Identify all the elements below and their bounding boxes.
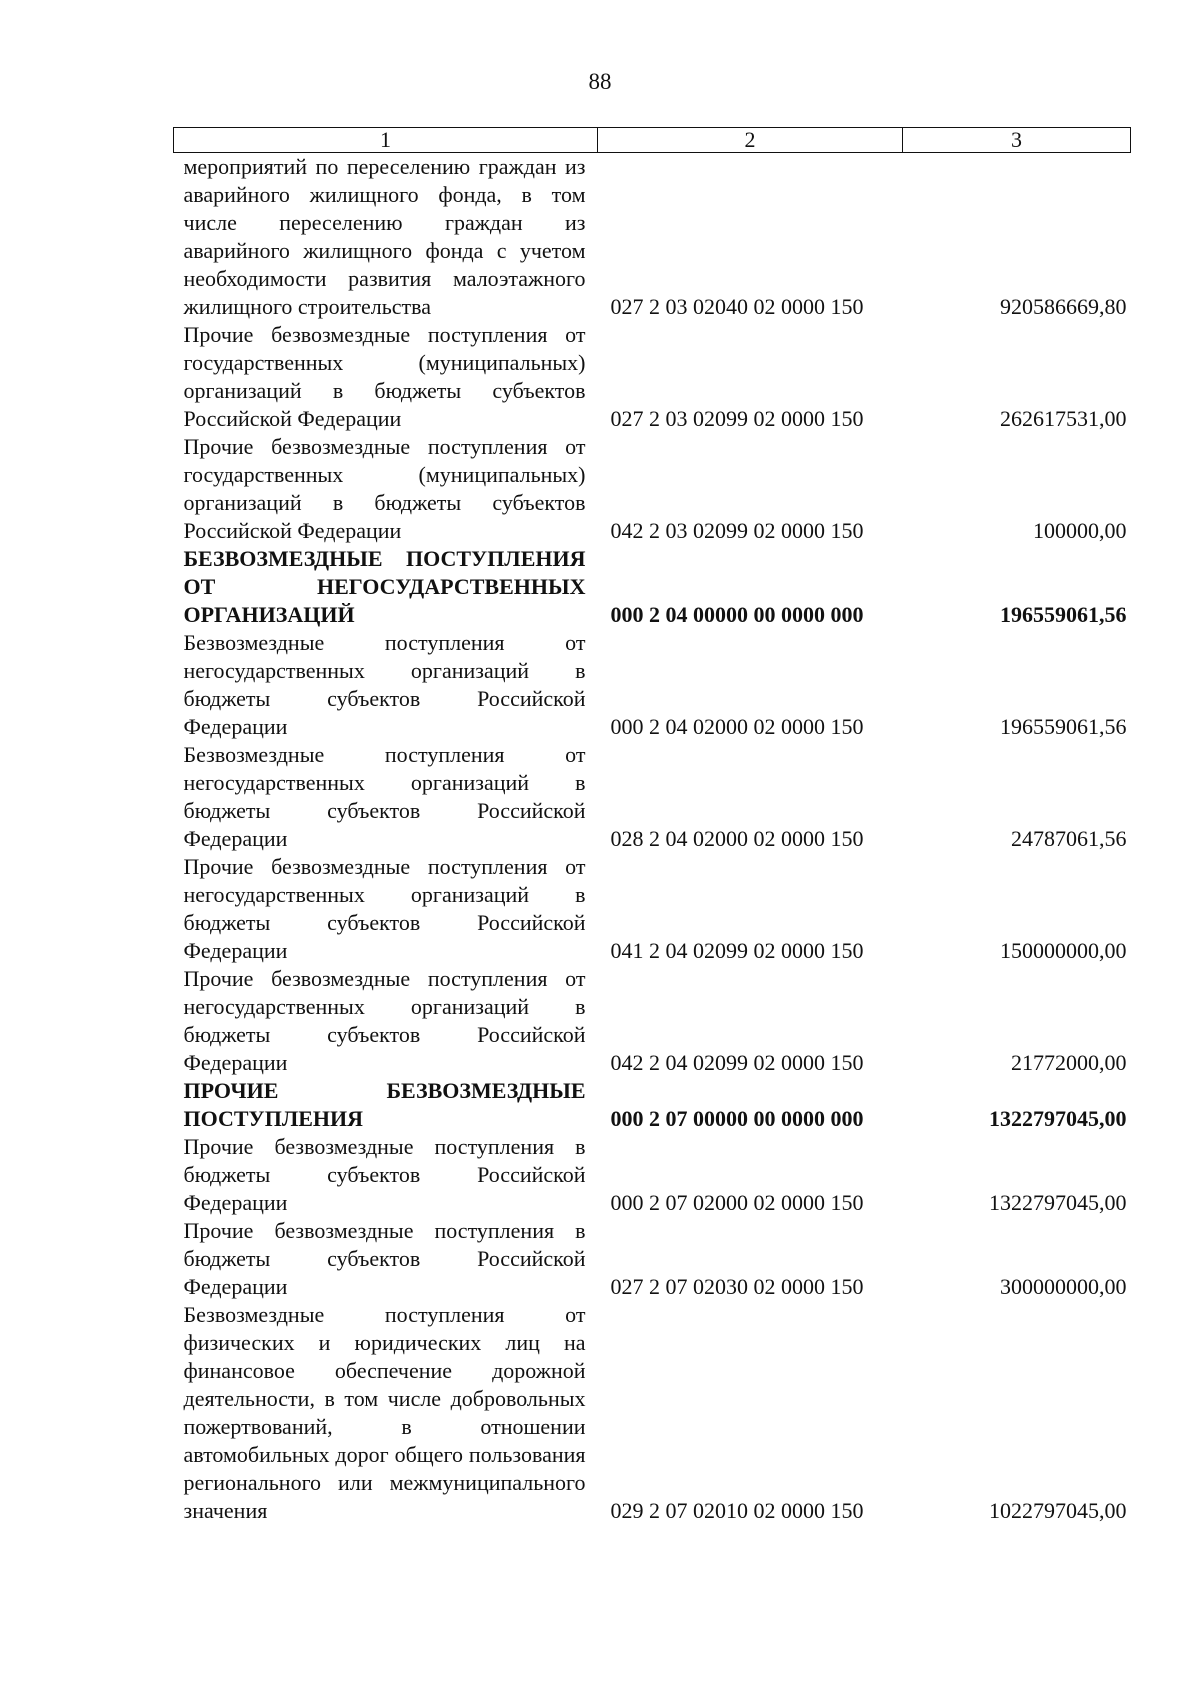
column-header-code: 2 <box>598 128 903 153</box>
row-name: Прочие безвозмездные поступления от негосударственных организаций в бюджеты субъектов Российской Федерации <box>183 966 586 1075</box>
row-name: Безвозмездные поступления от негосударственных организаций в бюджеты субъектов Российской Федерации <box>183 630 586 739</box>
column-header-sum: 3 <box>903 128 1131 153</box>
row-name: мероприятий по переселению граждан из аварийного жилищного фонда, в том числе переселению граждан из аварийного жилищного фонда с учетом необходимости развития малоэтажного жилищного строительства <box>183 154 586 319</box>
table-header <box>174 128 1131 153</box>
row-name: Безвозмездные поступления от физических и юридических лиц на финансовое обеспечение дорожной деятельности, в том числе добровольных пожертвований, в отношении автомобильных дорог общего пользования регионального или межмуниципального значения <box>183 1302 586 1523</box>
row-name: Прочие безвозмездные поступления от государственных (муниципальных) организаций в бюджеты субъектов Российской Федерации <box>183 434 586 543</box>
row-name: Прочие безвозмездные поступления в бюджеты субъектов Российской Федерации <box>183 1134 586 1215</box>
table-row <box>174 153 1131 322</box>
row-code: 000 2 04 00000 00 0000 000 <box>610 602 864 627</box>
row-sum: 1022797045,00 <box>989 1498 1127 1523</box>
row-sum: 262617531,00 <box>1000 406 1127 431</box>
table-row <box>174 1301 1131 1525</box>
row-sum: 300000000,00 <box>1000 1274 1127 1299</box>
column-header-name: 1 <box>174 128 598 153</box>
row-sum: 24787061,56 <box>1011 826 1127 851</box>
row-code: 027 2 03 02099 02 0000 150 <box>610 406 864 431</box>
table-row <box>174 321 1131 433</box>
row-sum: 196559061,56 <box>1000 714 1127 739</box>
row-code: 041 2 04 02099 02 0000 150 <box>610 938 864 963</box>
row-name: Прочие безвозмездные поступления от негосударственных организаций в бюджеты субъектов Российской Федерации <box>183 854 586 963</box>
row-name: Безвозмездные поступления от негосударственных организаций в бюджеты субъектов Российской Федерации <box>183 742 586 851</box>
row-name: Прочие безвозмездные поступления от государственных (муниципальных) организаций в бюджеты субъектов Российской Федерации <box>183 322 586 431</box>
table-row-section <box>174 1077 1131 1133</box>
row-sum: 1322797045,00 <box>989 1106 1127 1131</box>
row-code: 042 2 04 02099 02 0000 150 <box>610 1050 864 1075</box>
table-header-row <box>174 128 1131 153</box>
row-sum: 196559061,56 <box>1000 602 1127 627</box>
row-code: 028 2 04 02000 02 0000 150 <box>610 826 864 851</box>
row-sum: 21772000,00 <box>1011 1050 1127 1075</box>
row-code: 000 2 04 02000 02 0000 150 <box>610 714 864 739</box>
row-name: БЕЗВОЗМЕЗДНЫЕ ПОСТУПЛЕНИЯ ОТ НЕГОСУДАРСТВЕННЫХ ОРГАНИЗАЦИЙ <box>183 546 586 627</box>
table-row <box>174 1217 1131 1301</box>
table-row <box>174 965 1131 1077</box>
table-row-section <box>174 545 1131 629</box>
table-body <box>174 153 1131 1526</box>
table-row <box>174 629 1131 741</box>
table-row <box>174 1133 1131 1217</box>
row-code: 027 2 03 02040 02 0000 150 <box>610 294 864 319</box>
row-code: 042 2 03 02099 02 0000 150 <box>610 518 864 543</box>
row-sum: 1322797045,00 <box>989 1190 1127 1215</box>
table-row <box>174 433 1131 545</box>
row-sum: 150000000,00 <box>1000 938 1127 963</box>
row-name: Прочие безвозмездные поступления в бюджеты субъектов Российской Федерации <box>183 1218 586 1299</box>
row-code: 029 2 07 02010 02 0000 150 <box>610 1498 864 1523</box>
row-code: 000 2 07 02000 02 0000 150 <box>610 1190 864 1215</box>
row-code: 027 2 07 02030 02 0000 150 <box>610 1274 864 1299</box>
table-row <box>174 853 1131 965</box>
row-code: 000 2 07 00000 00 0000 000 <box>610 1106 864 1131</box>
row-sum: 100000,00 <box>1033 518 1127 543</box>
page-number: 88 <box>588 69 612 94</box>
table-row <box>174 741 1131 853</box>
row-sum: 920586669,80 <box>1000 294 1127 319</box>
row-name: ПРОЧИЕ БЕЗВОЗМЕЗДНЫЕ ПОСТУПЛЕНИЯ <box>183 1078 586 1131</box>
budget-revenue-table <box>173 127 1131 1525</box>
